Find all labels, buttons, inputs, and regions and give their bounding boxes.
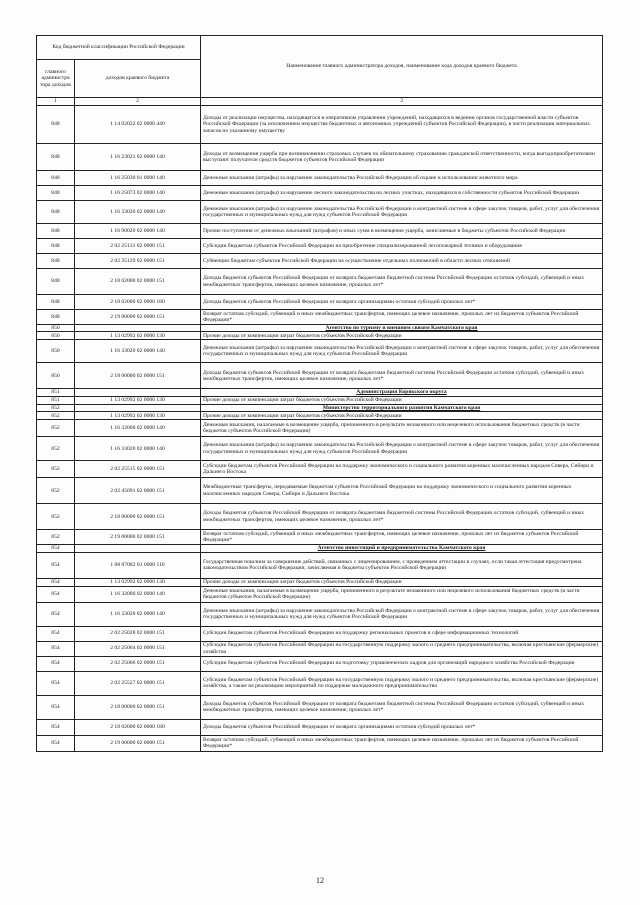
income-code-cell: 1 08 07082 01 0000 110	[75, 552, 201, 578]
table-header-row	[37, 36, 603, 60]
admin-code-cell: 852	[37, 504, 75, 530]
table-row	[37, 461, 603, 478]
table-row	[37, 602, 603, 626]
income-code-cell	[75, 389, 201, 396]
table-row	[37, 106, 603, 144]
description-cell: Прочие поступления от денежных взысканий (штрафов) и иных сумм в возмещение ущерба, зачисляемые в бюджеты субъектов Российской Федерации	[201, 224, 603, 239]
admin-code-cell: 854	[37, 545, 75, 552]
admin-code-cell: 848	[37, 239, 75, 254]
admin-code-cell: 852	[37, 420, 75, 437]
admin-code-cell: 848	[37, 224, 75, 239]
income-code-cell: 2 19 00000 02 0000 151	[75, 735, 201, 751]
section-row	[37, 545, 603, 552]
income-code-cell: 1 16 32000 02 0000 140	[75, 586, 201, 602]
income-code-cell: 2 02 25028 02 0000 151	[75, 626, 201, 641]
description-cell: Возврат остатков субсидий, субвенций и иных межбюджетных трансфертов, имеющих целевое назначение, прошлых лет из бюджетов субъектов Российской Федерации*	[201, 310, 603, 325]
description-cell: Субвенции бюджетам субъектов Российской Федерации на осуществление отдельных полномочий в области лесных отношений	[201, 254, 603, 269]
table-row	[37, 671, 603, 695]
column-number-3: 3	[201, 98, 603, 106]
table-row	[37, 504, 603, 530]
income-code-cell	[75, 325, 201, 332]
admin-code-cell: 848	[37, 106, 75, 144]
description-cell: Доходы бюджетов субъектов Российской Федерации от возврата бюджетами бюджетной системы Российской Федерации остатков субсидий, субвенций и иных межбюджетных трансфертов, имеющих целевое назначение, прошлых лет*	[201, 269, 603, 295]
table-row	[37, 478, 603, 504]
admin-code-cell: 854	[37, 695, 75, 719]
admin-code-cell: 851	[37, 389, 75, 396]
section-row	[37, 389, 603, 396]
description-cell: Субсидии бюджетам субъектов Российской Федерации на государственную поддержку малого и среднего предпринимательства, включая крестьянские (фермерские) хозяйства, а также на реализацию мероприятий по поддержке молодежного предпринимательства	[201, 671, 603, 695]
header-income: доходов краевого бюджета	[75, 60, 201, 98]
income-code-cell: 2 02 25064 02 0000 151	[75, 641, 201, 656]
table-row	[37, 201, 603, 224]
description-cell: Доходы от реализации имущества, находящегося в оперативном управлении учреждений, находящихся в ведении органов государственной власти субъектов Российской Федерации (за исключением имущества бюджетных и автономных учреждений субъектов Российской Федерации), в части реализации материальных запасов по указанному имуществу	[201, 106, 603, 144]
income-code-cell: 1 16 23021 02 0000 140	[75, 144, 201, 171]
column-number-2: 2	[75, 98, 201, 106]
description-cell: Прочие доходы от компенсации затрат бюджетов субъектов Российской Федерации	[201, 396, 603, 404]
header-code-group: Код бюджетной классификации Российской Федерации	[37, 36, 201, 60]
income-code-cell: 1 16 32000 02 0000 140	[75, 420, 201, 437]
admin-code-cell: 848	[37, 254, 75, 269]
table-row	[37, 332, 603, 340]
section-row	[37, 325, 603, 332]
table-row	[37, 656, 603, 671]
table-row	[37, 586, 603, 602]
table-row	[37, 254, 603, 269]
admin-code-cell: 854	[37, 735, 75, 751]
income-code-cell: 1 13 02992 02 0000 130	[75, 578, 201, 586]
admin-code-cell: 852	[37, 404, 75, 411]
description-cell: Денежные взыскания (штрафы) за нарушение законодательства Российской Федерации о контрактной системе в сфере закупок товаров, работ, услуг для обеспечения государственных и муниципальных нужд для нужд субъектов Российской Федерации	[201, 602, 603, 626]
table-row	[37, 695, 603, 719]
description-cell: Прочие доходы от компенсации затрат бюджетов субъектов Российской Федерации	[201, 578, 603, 586]
table-row	[37, 295, 603, 310]
table-row	[37, 437, 603, 461]
description-cell: Доходы бюджетов субъектов Российской Федерации от возврата организациями остатков субсидий прошлых лет*	[201, 719, 603, 735]
income-code-cell: 1 16 25073 02 0000 140	[75, 186, 201, 201]
admin-code-cell: 854	[37, 602, 75, 626]
description-cell: Денежные взыскания (штрафы) за нарушение законодательства Российской Федерации о контрактной системе в сфере закупок товаров, работ, услуг для обеспечения государственных и муниципальных нужд для нужд субъектов Российской Федерации	[201, 201, 603, 224]
income-code-cell: 2 18 02000 02 0000 180	[75, 295, 201, 310]
admin-code-cell: 850	[37, 325, 75, 332]
description-cell: Субсидии бюджетам субъектов Российской Федерации на подготовку управленческих кадров для организаций народного хозяйства Российской Федерации	[201, 656, 603, 671]
description-cell: Прочие доходы от компенсации затрат бюджетов субъектов Российской Федерации	[201, 412, 603, 420]
admin-code-cell: 854	[37, 671, 75, 695]
description-cell: Межбюджетные трансферты, передаваемые бюджетам субъектов Российской Федерации на поддержку экономического и социального развития коренных малочисленных народов Севера, Сибири и Дальнего Востока	[201, 478, 603, 504]
income-code-cell: 1 16 33020 02 0000 140	[75, 437, 201, 461]
income-code-cell: 2 18 02000 02 0000 180	[75, 719, 201, 735]
budget-table	[36, 35, 603, 752]
table-row	[37, 420, 603, 437]
income-code-cell: 1 16 33020 02 0000 140	[75, 201, 201, 224]
description-cell: Денежные взыскания (штрафы) за нарушение лесного законодательства на лесных участках, находящихся в собственности субъектов Российской Федерации	[201, 186, 603, 201]
table-row	[37, 626, 603, 641]
income-code-cell: 2 02 45091 02 0000 151	[75, 478, 201, 504]
admin-code-cell: 851	[37, 396, 75, 404]
description-cell: Субсидии бюджетам субъектов Российской Федерации на государственную поддержку малого и среднего предпринимательства, включая крестьянские (фермерские) хозяйства	[201, 641, 603, 656]
income-code-cell: 2 18 02000 02 0000 151	[75, 269, 201, 295]
admin-code-cell: 852	[37, 437, 75, 461]
income-code-cell: 2 02 25066 02 0000 151	[75, 656, 201, 671]
column-number-1: 1	[37, 98, 75, 106]
table-row	[37, 186, 603, 201]
admin-code-cell: 848	[37, 144, 75, 171]
table-row	[37, 396, 603, 404]
admin-code-cell: 854	[37, 586, 75, 602]
description-cell: Агентство инвестиций и предпринимательства Камчатского края	[201, 545, 603, 552]
column-number-row	[37, 98, 603, 106]
description-cell: Субсидии бюджетам субъектов Российской Федерации на поддержку экономического и социального развития коренных малочисленных народов Севера, Сибири и Дальнего Востока	[201, 461, 603, 478]
table-row	[37, 269, 603, 295]
admin-code-cell: 854	[37, 578, 75, 586]
table-body	[37, 106, 603, 752]
income-code-cell	[75, 545, 201, 552]
income-code-cell	[75, 404, 201, 411]
admin-code-cell: 854	[37, 719, 75, 735]
income-code-cell: 2 18 00000 02 0000 151	[75, 363, 201, 389]
income-code-cell: 2 02 25527 02 0000 151	[75, 671, 201, 695]
table-row	[37, 735, 603, 751]
income-code-cell: 1 13 02992 02 0000 130	[75, 332, 201, 340]
income-code-cell: 2 19 00000 02 0000 151	[75, 310, 201, 325]
admin-code-cell: 854	[37, 626, 75, 641]
description-cell: Возврат остатков субсидий, субвенций и иных межбюджетных трансфертов, имеющих целевое назначение, прошлых лет из бюджетов субъектов Российской Федерации*	[201, 735, 603, 751]
admin-code-cell: 850	[37, 332, 75, 340]
description-cell: Доходы от возмещения ущерба при возникновении страховых случаев по обязательному страхованию гражданской ответственности, когда выгодоприобретателями выступают получатели средств бюджетов субъектов Российской Федерации	[201, 144, 603, 171]
table-row	[37, 224, 603, 239]
table-row	[37, 412, 603, 420]
admin-code-cell: 852	[37, 461, 75, 478]
table-row	[37, 530, 603, 545]
admin-code-cell: 852	[37, 478, 75, 504]
description-cell: Денежные взыскания, налагаемые в возмещение ущерба, причиненного в результате незаконного или нецелевого использования бюджетных средств (в части бюджетов субъектов Российской Федерации)	[201, 420, 603, 437]
admin-code-cell: 848	[37, 269, 75, 295]
income-code-cell: 2 02 35129 02 0000 151	[75, 254, 201, 269]
table-row	[37, 171, 603, 186]
income-code-cell: 2 02 25131 02 0000 151	[75, 239, 201, 254]
description-cell: Министерство территориального развития Камчатского края	[201, 404, 603, 411]
header-name: Наименование главного администратора доходов, наименование кода доходов краевого бюджета	[201, 36, 603, 98]
section-row	[37, 404, 603, 411]
description-cell: Агентство по туризму и внешним связям Камчатского края	[201, 325, 603, 332]
table-row	[37, 719, 603, 735]
description-cell: Денежные взыскания (штрафы) за нарушение законодательства Российской Федерации о контрактной системе в сфере закупок товаров, работ, услуг для обеспечения государственных и муниципальных нужд для нужд субъектов Российской Федерации	[201, 437, 603, 461]
income-code-cell: 1 16 90020 02 0000 140	[75, 224, 201, 239]
description-cell: Доходы бюджетов субъектов Российской Федерации от возврата организациями остатков субсидий прошлых лет*	[201, 295, 603, 310]
admin-code-cell: 852	[37, 412, 75, 420]
description-cell: Денежные взыскания, налагаемые в возмещение ущерба, причиненного в результате незаконного или нецелевого использования бюджетных средств (в части бюджетов субъектов Российской Федерации)	[201, 586, 603, 602]
page-number: 12	[316, 876, 324, 885]
admin-code-cell: 848	[37, 171, 75, 186]
admin-code-cell: 852	[37, 530, 75, 545]
description-cell: Государственная пошлина за совершение действий, связанных с лицензированием, с проведением аттестации в случаях, если такая аттестация предусмотрена законодательством Российской Федерации, зачисляемая в бюджеты субъектов Российской Федерации	[201, 552, 603, 578]
table-row	[37, 641, 603, 656]
table-row	[37, 578, 603, 586]
income-code-cell: 1 16 25030 01 0000 140	[75, 171, 201, 186]
admin-code-cell: 854	[37, 641, 75, 656]
table-row	[37, 363, 603, 389]
table-row	[37, 552, 603, 578]
income-code-cell: 1 13 02992 02 0000 130	[75, 412, 201, 420]
admin-code-cell: 848	[37, 310, 75, 325]
admin-code-cell: 848	[37, 295, 75, 310]
income-code-cell: 2 18 00000 02 0000 151	[75, 504, 201, 530]
description-cell: Возврат остатков субсидий, субвенций и иных межбюджетных трансфертов, имеющих целевое назначение, прошлых лет из бюджетов субъектов Российской Федерации*	[201, 530, 603, 545]
admin-code-cell: 850	[37, 340, 75, 363]
admin-code-cell: 848	[37, 186, 75, 201]
income-code-cell: 1 14 02022 02 0000 440	[75, 106, 201, 144]
table-row	[37, 144, 603, 171]
description-cell: Доходы бюджетов субъектов Российской Федерации от возврата бюджетами бюджетной системы Российской Федерации остатков субсидий, субвенций и иных межбюджетных трансфертов, имеющих целевое назначение, прошлых лет*	[201, 504, 603, 530]
header-admin: главного администра тора доходов	[37, 60, 75, 98]
description-cell: Администрация Корякского округа	[201, 389, 603, 396]
income-code-cell: 2 02 25515 02 0000 151	[75, 461, 201, 478]
description-cell: Субсидии бюджетам субъектов Российской Федерации на поддержку региональных проектов в сфере информационных технологий	[201, 626, 603, 641]
income-code-cell: 1 13 02992 02 0000 130	[75, 396, 201, 404]
description-cell: Денежные взыскания (штрафы) за нарушение законодательства Российской Федерации об охране и использовании животного мира	[201, 171, 603, 186]
income-code-cell: 2 18 00000 02 0000 151	[75, 695, 201, 719]
description-cell: Доходы бюджетов субъектов Российской Федерации от возврата бюджетами бюджетной системы Российской Федерации остатков субсидий, субвенций и иных межбюджетных трансфертов, имеющих целевое назначение, прошлых лет*	[201, 695, 603, 719]
table-row	[37, 310, 603, 325]
admin-code-cell: 848	[37, 201, 75, 224]
description-cell: Денежные взыскания (штрафы) за нарушение законодательства Российской Федерации о контрактной системе в сфере закупок товаров, работ, услуг для обеспечения государственных и муниципальных нужд для нужд субъектов Российской Федерации	[201, 340, 603, 363]
table-row	[37, 239, 603, 254]
income-code-cell: 2 19 00000 02 0000 151	[75, 530, 201, 545]
admin-code-cell: 854	[37, 656, 75, 671]
description-cell: Субсидии бюджетам субъектов Российской Федерации на приобретение специализированной лесопожарной техники и оборудования	[201, 239, 603, 254]
description-cell: Доходы бюджетов субъектов Российской Федерации от возврата бюджетами бюджетной системы Российской Федерации остатков субсидий, субвенций и иных межбюджетных трансфертов, имеющих целевое назначение, прошлых лет*	[201, 363, 603, 389]
table-row	[37, 340, 603, 363]
admin-code-cell: 854	[37, 552, 75, 578]
description-cell: Прочие доходы от компенсации затрат бюджетов субъектов Российской Федерации	[201, 332, 603, 340]
admin-code-cell: 850	[37, 363, 75, 389]
income-code-cell: 1 16 33020 02 0000 140	[75, 602, 201, 626]
income-code-cell: 1 16 33020 02 0000 140	[75, 340, 201, 363]
